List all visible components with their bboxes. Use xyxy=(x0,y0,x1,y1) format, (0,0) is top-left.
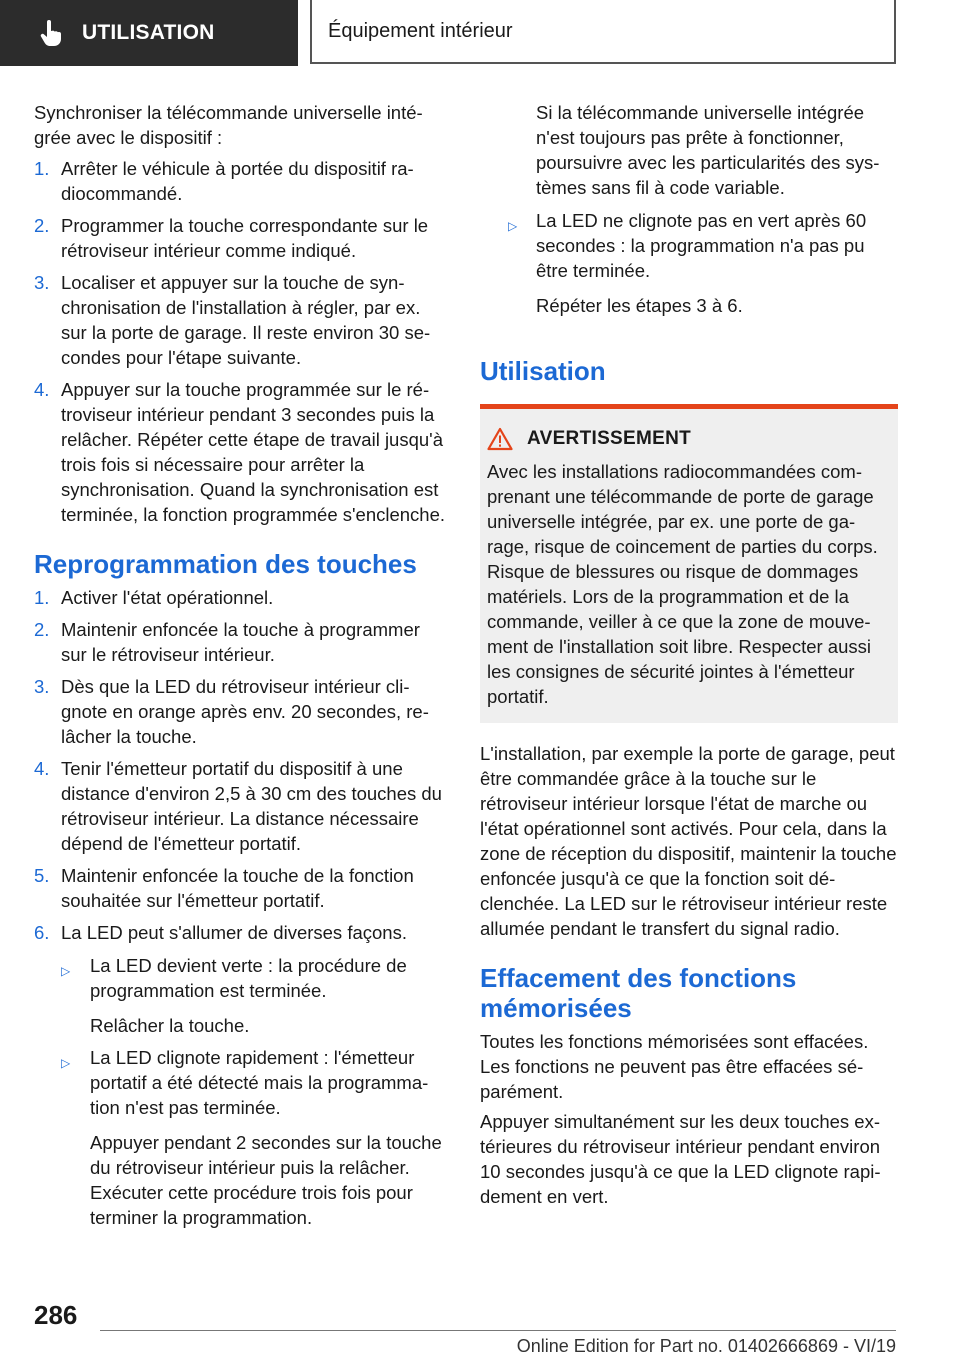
list-item xyxy=(34,377,448,527)
step-text: Activer l'état opérationnel. xyxy=(61,587,274,608)
step-text: Tenir l'émetteur portatif du dispositif à une distance d'environ 2,5 à 30 cm des touches du rétroviseur intérieur. La distance nécessaire dépend de l'émetteur portatif. xyxy=(61,758,442,854)
continued-text: Si la télécommande universelle intégrée n'est toujours pas prête à fonctionner, poursuivre avec les particularités des systèmes sans fil à code variable. xyxy=(536,102,880,198)
step-text: Arrêter le véhicule à portée du dispositif radiocommandé. xyxy=(61,158,414,204)
step-number: 2. xyxy=(34,619,50,640)
case-text: La LED clignote rapidement : l'émetteur portatif a été détecté mais la programmation n'est pas terminée. xyxy=(90,1047,429,1118)
list-item xyxy=(34,585,448,610)
list-item xyxy=(34,863,448,913)
reprog-steps-list xyxy=(34,585,448,1237)
chapter-tab xyxy=(310,0,896,64)
case-text: La LED devient verte : la procédure de programmation est terminée. xyxy=(90,955,407,1001)
right-column xyxy=(480,100,898,1214)
warning-header xyxy=(487,427,890,451)
continued-case-list xyxy=(508,208,898,328)
utilisation-text: L'installation, par exemple la porte de garage, peut être commandée grâce à la touche sur le rétroviseur intérieur lorsque l'état de marche ou l'état opérationnel sont activés. Pour cela, dans la zone de réception du dispositif, maintenir la touche enfoncée jusqu'à ce que la fonction soit déclenchée. La LED sur le rétroviseur intérieur reste allumée pendant le transfert du signal radio. xyxy=(480,743,897,939)
reprogramming-heading: Reprogrammation des touches xyxy=(34,549,417,579)
list-item xyxy=(34,756,448,856)
step-text: Localiser et appuyer sur la touche de synchronisation de l'installation à régler, par ex. sur la porte de garage. Il reste environ 30 secondes pour l'étape suivante. xyxy=(61,272,431,368)
erase-text-2: Appuyer simultanément sur les deux touches extérieures du rétroviseur intérieur pendant environ 10 secondes jusqu'à ce que la LED clignote rapidement en vert. xyxy=(480,1111,881,1207)
step-number: 3. xyxy=(34,676,50,697)
step-number: 5. xyxy=(34,865,50,886)
step-text: Dès que la LED du rétroviseur intérieur clignote en orange après env. 20 secondes, relâcher la touche. xyxy=(61,676,429,747)
list-item xyxy=(34,270,448,370)
page-number: 286 xyxy=(34,1300,78,1330)
step-text: La LED peut s'allumer de diverses façons. xyxy=(61,922,407,943)
list-item xyxy=(34,156,448,206)
led-cases-list xyxy=(61,953,448,1230)
step-text: Maintenir enfoncée la touche à programmer sur le rétroviseur intérieur. xyxy=(61,619,420,665)
step-number: 4. xyxy=(34,379,50,400)
list-item xyxy=(508,208,898,328)
list-item xyxy=(61,1045,448,1230)
warning-text: Avec les installations radiocommandées comprenant une télécommande de porte de garage universelle intégrée, par ex. une porte de garage, risque de coincement de parties du corps. Risque de blessures ou risque de dommages matériels. Lors de la programmation et de la commande, veiller à ce que la zone de mouvement de l'installation soit libre. Respecter aussi les consignes de sécurité jointes à l'émetteur portatif. xyxy=(487,461,878,707)
warning-triangle-icon xyxy=(487,427,513,451)
step-number: 3. xyxy=(34,272,50,293)
step-number: 6. xyxy=(34,922,50,943)
list-item xyxy=(61,953,448,1038)
edition-note: Online Edition for Part no. 01402666869 - VI/19 xyxy=(516,1336,896,1356)
step-number: 2. xyxy=(34,215,50,236)
triangle-bullet-icon: ▷ xyxy=(61,1056,71,1070)
sync-intro: Synchroniser la télécommande universelle intégrée avec le dispositif : xyxy=(34,102,423,148)
step-number: 4. xyxy=(34,758,50,779)
section-title: UTILISATION xyxy=(82,21,215,44)
step-text: Appuyer sur la touche programmée sur le rétroviseur intérieur pendant 3 secondes puis la relâcher. Répéter cette étape de travail jusqu'à trois fois si nécessaire pour arrêter la synchronisation. Quand la synchronisation est terminée, la fonction programmée s'enclenche. xyxy=(61,379,446,525)
section-tab xyxy=(0,0,298,66)
continued-case xyxy=(536,100,898,200)
touch-hand-icon xyxy=(40,19,62,47)
case-action: Répéter les étapes 3 à 6. xyxy=(536,295,743,316)
footer-divider xyxy=(100,1330,896,1331)
warning-box xyxy=(480,404,898,723)
case-action: Relâcher la touche. xyxy=(90,1015,250,1036)
list-item xyxy=(34,617,448,667)
list-item xyxy=(34,213,448,263)
warning-title: AVERTISSEMENT xyxy=(527,428,692,449)
case-text: La LED ne clignote pas en vert après 60 secondes : la programmation n'a pas pu être terminée. xyxy=(536,210,867,281)
sync-steps-list xyxy=(34,156,448,527)
erase-text-1: Toutes les fonctions mémorisées sont effacées. Les fonctions ne peuvent pas être effacées séparément. xyxy=(480,1031,869,1102)
step-number: 1. xyxy=(34,587,50,608)
step-text: Maintenir enfoncée la touche de la fonction souhaitée sur l'émetteur portatif. xyxy=(61,865,414,911)
list-item xyxy=(34,674,448,749)
step-number: 1. xyxy=(34,158,50,179)
step-text: Programmer la touche correspondante sur le rétroviseur intérieur comme indiqué. xyxy=(61,215,429,261)
chapter-title: Équipement intérieur xyxy=(328,19,513,42)
left-column xyxy=(34,100,448,1244)
utilisation-heading: Utilisation xyxy=(480,356,606,386)
triangle-bullet-icon: ▷ xyxy=(508,219,518,233)
triangle-bullet-icon: ▷ xyxy=(61,964,71,978)
list-item xyxy=(34,920,448,1237)
case-action: Appuyer pendant 2 secondes sur la touche du rétroviseur intérieur puis la relâcher. Exécuter cette procédure trois fois pour terminer la programmation. xyxy=(90,1132,442,1228)
erase-functions-heading: Effacement des fonctions mémorisées xyxy=(480,963,797,1023)
